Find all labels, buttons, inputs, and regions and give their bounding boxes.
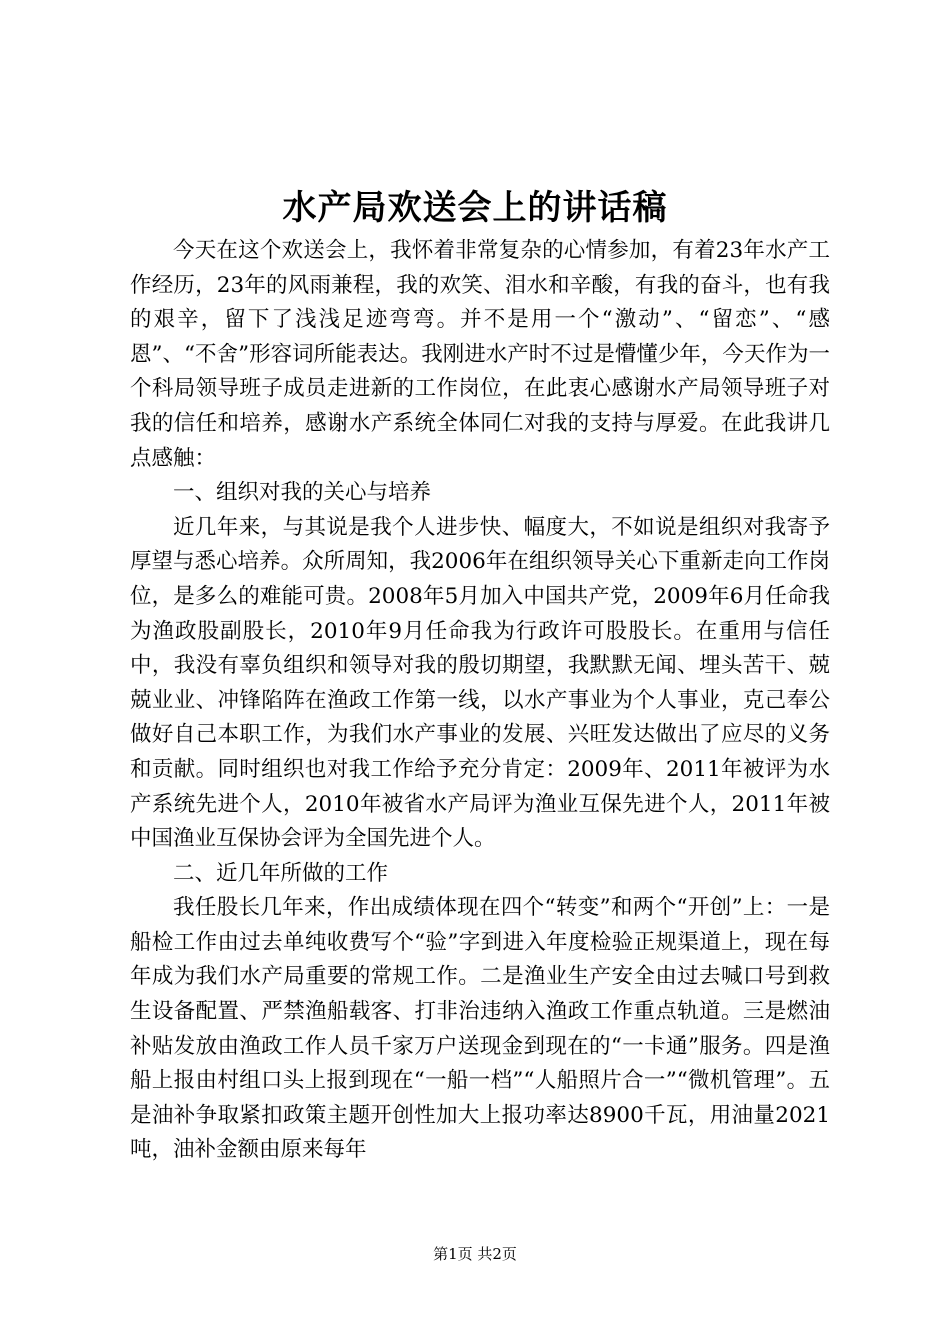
document-title: 水产局欢送会上的讲话稿 <box>282 188 668 228</box>
page-footer: 第1页 共2页 <box>433 1245 517 1263</box>
paragraph-intro: 今天在这个欢送会上，我怀着非常复杂的心情参加，有着23年水产工作经历，23年的风雨兼程，我的欢笑、泪水和辛酸，有我的奋斗，也有我的艰辛，留下了浅浅足迹弯弯。并不是用一个“激动”、“留恋”、“感恩”、“不舍”形容词所能表达。我刚进水产时不过是懵懂少年，今天作为一个科局领导班子成员走进新的工作岗位，在此衷心感谢水产局领导班子对我的信任和培养，感谢水产系统全体同仁对我的支持与厚爱。在此我讲几点感触： <box>130 238 830 471</box>
document-body <box>130 234 830 1168</box>
section-heading-2: 二、近几年所做的工作 <box>173 860 389 886</box>
paragraph-section-2: 我任股长几年来，作出成绩体现在四个“转变”和两个“开创”上：一是船检工作由过去单纯收费写个“验”字到进入年度检验正规渠道上，现在每年成为我们水产局重要的常规工作。二是渔业生产安全由过去喊口号到救生设备配置、严禁渔船载客、打非治违纳入渔政工作重点轨道。三是燃油补贴发放由渔政工作人员千家万户送现金到现在的“一卡通”服务。四是渔船上报由村组口头上报到现在“一船一档”“人船照片合一”“微机管理”。五是油补争取紧扣政策主题开创性加大上报功率达8900千瓦，用油量2021吨，油补金额由原来每年 <box>130 895 830 1163</box>
paragraph-section-1: 近几年来，与其说是我个人进步快、幅度大，不如说是组织对我寄予厚望与悉心培养。众所周知，我2006年在组织领导关心下重新走向工作岗位，是多么的难能可贵。2008年5月加入中国共产党，2009年6月任命我为渔政股副股长，2010年9月任命我为行政许可股股长。在重用与信任中，我没有辜负组织和领导对我的殷切期望，我默默无闻、埋头苦干、兢兢业业、冲锋陷阵在渔政工作第一线，以水产事业为个人事业，克己奉公做好自己本职工作，为我们水产事业的发展、兴旺发达做出了应尽的义务和贡献。同时组织也对我工作给予充分肯定：2009年、2011年被评为水产系统先进个人，2010年被省水产局评为渔业互保先进个人，2011年被中国渔业互保协会评为全国先进个人。 <box>130 514 830 852</box>
section-heading-1: 一、组织对我的关心与培养 <box>173 480 432 506</box>
